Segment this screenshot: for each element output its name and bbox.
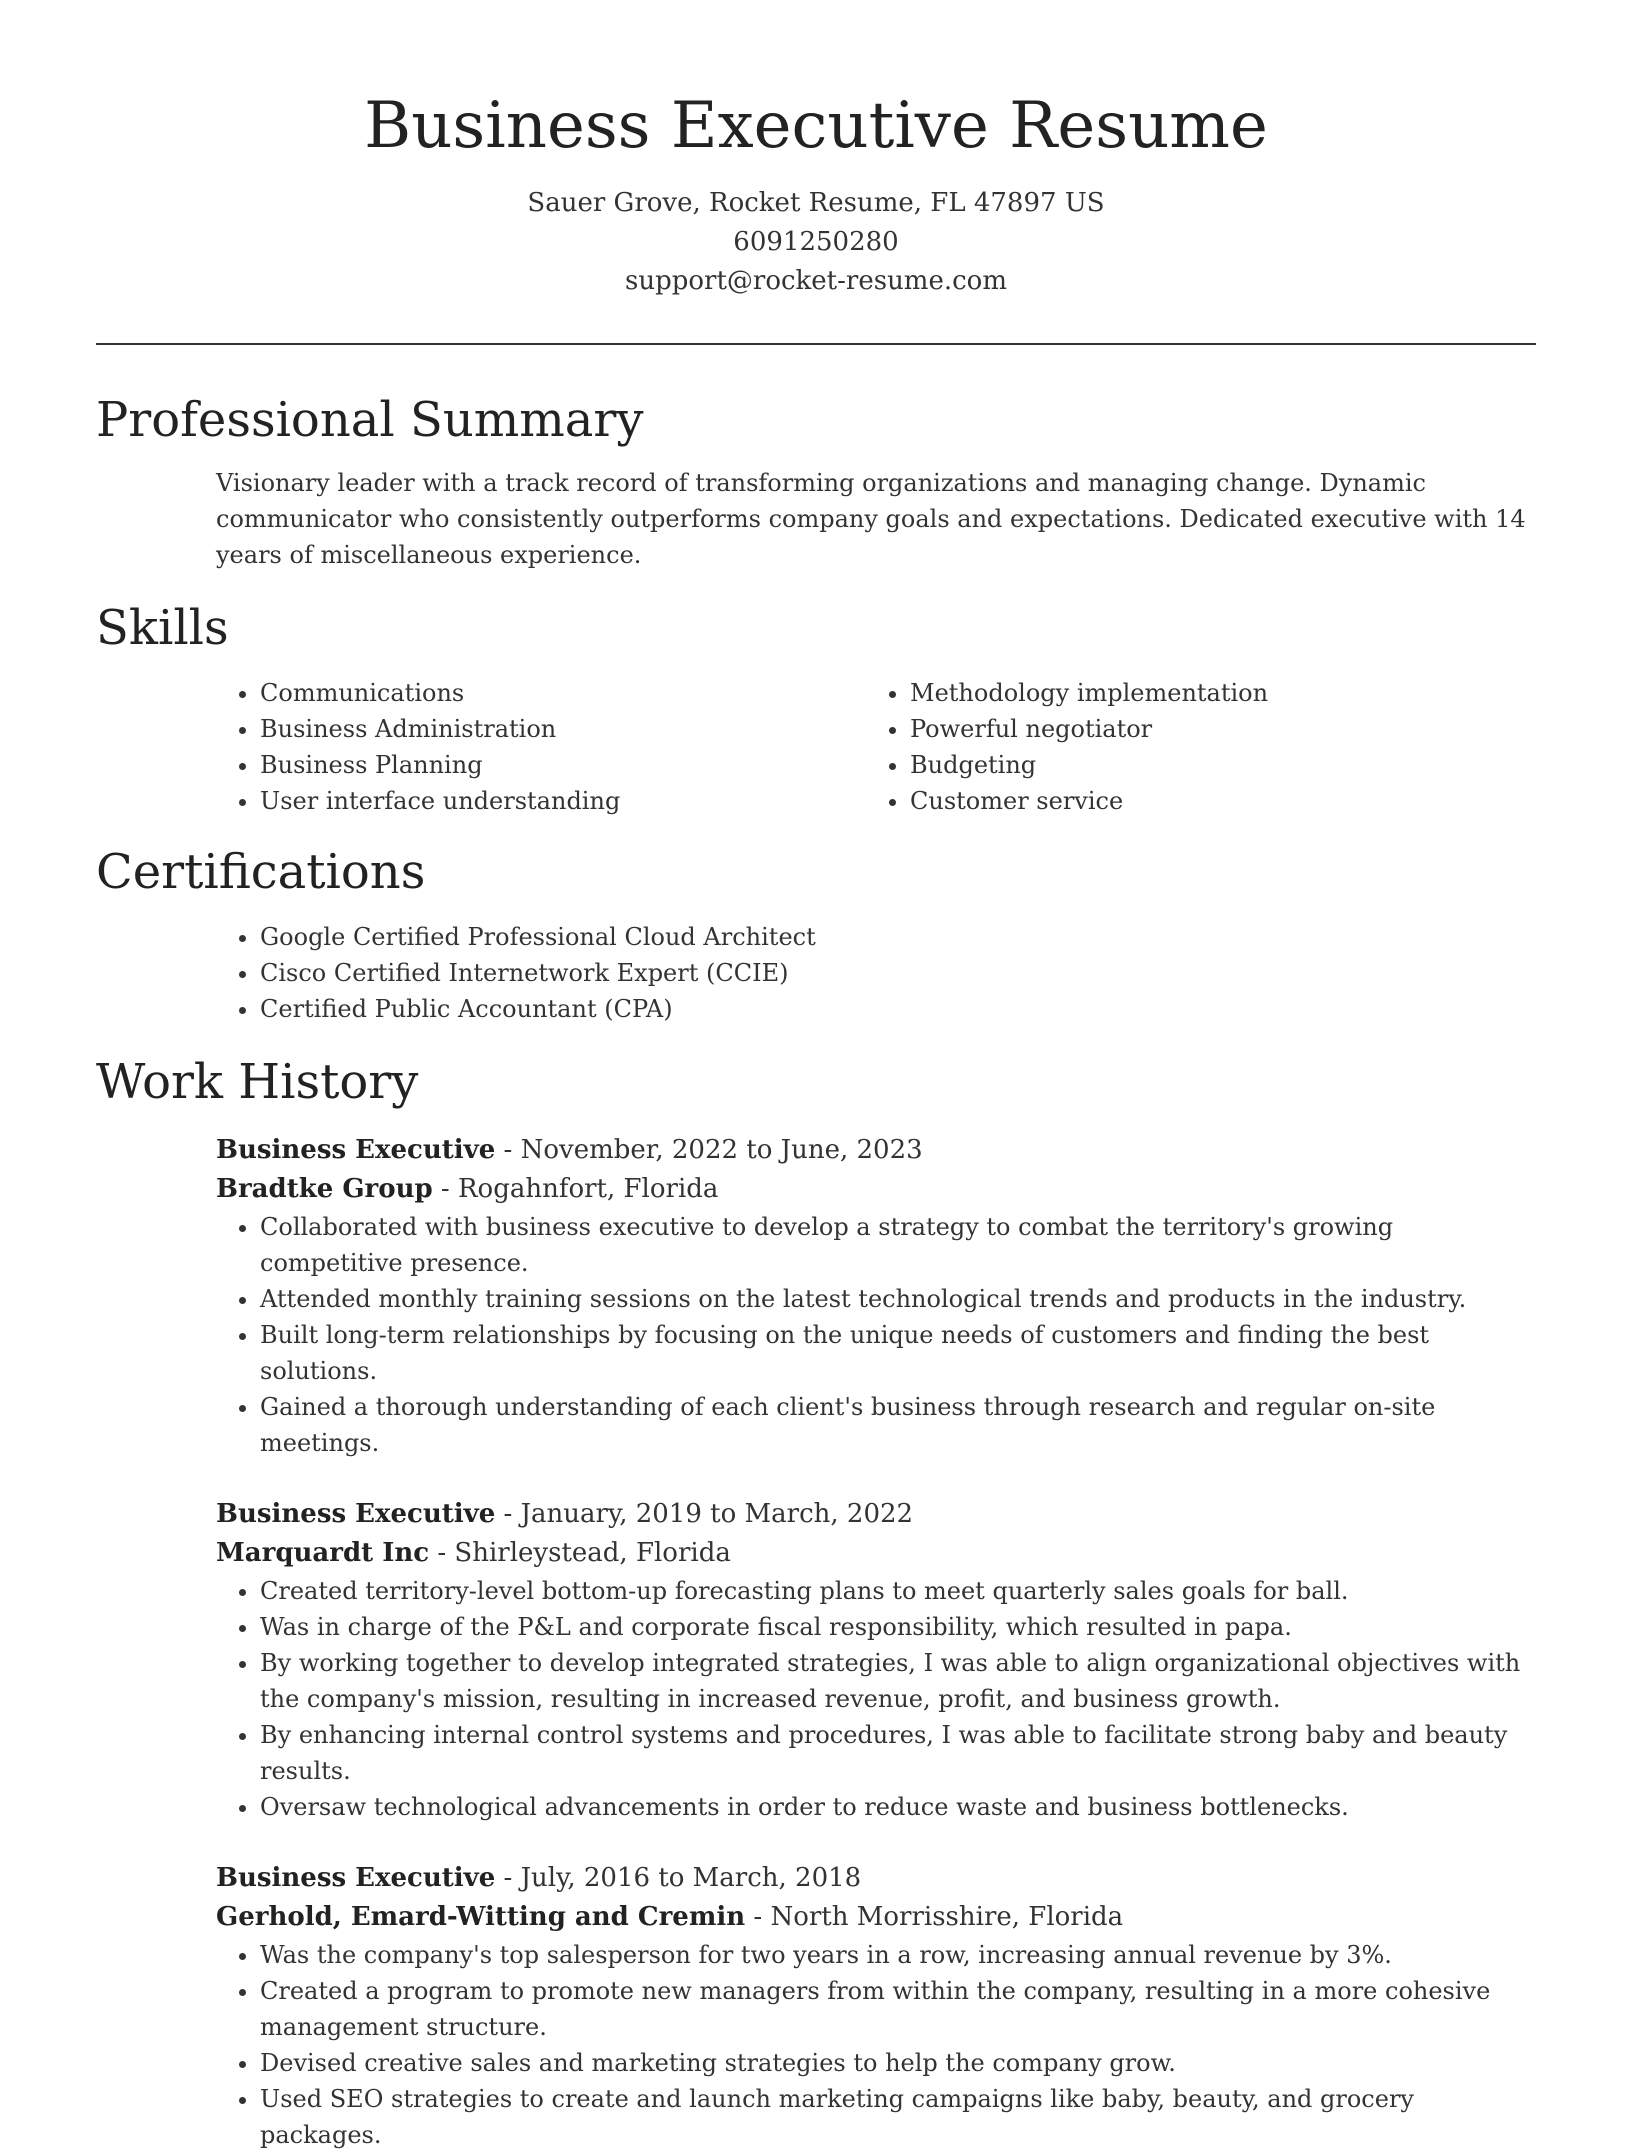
skill-item: • Powerful negotiator xyxy=(910,711,1516,747)
job-company: Bradtke Group xyxy=(216,1174,433,1204)
job-location: - Rogahnfort, Florida xyxy=(432,1174,719,1204)
skill-item: • Methodology implementation xyxy=(910,675,1516,711)
job-role-line xyxy=(216,1859,1536,1898)
contact-address: Sauer Grove, Rocket Resume, FL 47897 US xyxy=(527,188,1105,218)
skills-column-left xyxy=(216,675,866,819)
job-duty-item: • Attended monthly training sessions on the latest technological trends and products in the industry. xyxy=(260,1281,1536,1317)
job-duty-item: • Devised creative sales and marketing strategies to help the company grow. xyxy=(260,2045,1536,2081)
contact-phone: 6091250280 xyxy=(733,227,899,257)
certification-item: • Certified Public Accountant (CPA) xyxy=(260,991,1536,1027)
certifications-section xyxy=(96,919,1536,1027)
job-duty-item: • By enhancing internal control systems and procedures, I was able to facilitate strong baby and beauty results. xyxy=(260,1717,1536,1789)
job-company-line xyxy=(216,1898,1536,1937)
resume-header xyxy=(96,82,1536,301)
certifications-list xyxy=(216,919,1536,1027)
header-divider xyxy=(96,343,1536,345)
job-duties-list xyxy=(216,1209,1536,1461)
job-company-line xyxy=(216,1534,1536,1573)
job-entry-2 xyxy=(96,1495,1536,1825)
job-role: Business Executive xyxy=(216,1135,496,1165)
section-title-summary: Professional Summary xyxy=(96,392,644,448)
skills-list-right xyxy=(866,675,1516,819)
resume-title: Business Executive Resume xyxy=(364,89,1268,163)
job-duty-item: • Was the company's top salesperson for two years in a row, increasing annual revenue by 3%. xyxy=(260,1937,1536,1973)
job-entry-3 xyxy=(96,1859,1536,2153)
job-duty-item: • Gained a thorough understanding of each client's business through research and regular on-site meetings. xyxy=(260,1389,1536,1461)
job-duties-list xyxy=(216,1573,1536,1825)
job-company: Marquardt Inc xyxy=(216,1538,430,1568)
section-title-certifications: Certifications xyxy=(96,844,426,900)
section-title-skills: Skills xyxy=(96,600,229,656)
job-company: Gerhold, Emard-Witting and Cremin xyxy=(216,1902,746,1932)
job-duty-item: • Oversaw technological advancements in order to reduce waste and business bottlenecks. xyxy=(260,1789,1536,1825)
contact-email: support@rocket-resume.com xyxy=(624,266,1007,296)
job-duty-item: • Collaborated with business executive to develop a strategy to combat the territory's growing competitive presence. xyxy=(260,1209,1536,1281)
job-dates: - November, 2022 to June, 2023 xyxy=(495,1135,923,1165)
job-role: Business Executive xyxy=(216,1499,496,1529)
job-role-line xyxy=(216,1495,1536,1534)
skills-list-left xyxy=(216,675,866,819)
skill-item: • User interface understanding xyxy=(260,783,866,819)
skill-item: • Business Planning xyxy=(260,747,866,783)
skill-item: • Budgeting xyxy=(910,747,1516,783)
job-duty-item: • Created a program to promote new managers from within the company, resulting in a more cohesive management structure. xyxy=(260,1973,1536,2045)
job-dates: - July, 2016 to March, 2018 xyxy=(495,1863,862,1893)
job-role: Business Executive xyxy=(216,1863,496,1893)
job-company-line xyxy=(216,1170,1536,1209)
skills-grid xyxy=(96,675,1536,819)
summary-section xyxy=(96,465,1536,573)
summary-text: Visionary leader with a track record of transforming organizations and managing change. Dynamic communicator who consistently outperforms company goals and expectations. Dedicated executive with 14 years of miscellaneous experience. xyxy=(216,469,1526,569)
job-role-line xyxy=(216,1131,1536,1170)
job-duties-list xyxy=(216,1937,1536,2153)
job-duty-item: • By working together to develop integrated strategies, I was able to align organizational objectives with the company's mission, resulting in increased revenue, profit, and business growth. xyxy=(260,1645,1536,1717)
job-entry-1 xyxy=(96,1131,1536,1461)
job-duty-item: • Was in charge of the P&L and corporate fiscal responsibility, which resulted in papa. xyxy=(260,1609,1536,1645)
job-duty-item: • Used SEO strategies to create and launch marketing campaigns like baby, beauty, and grocery packages. xyxy=(260,2081,1536,2153)
contact-info xyxy=(96,184,1536,301)
certification-item: • Google Certified Professional Cloud Architect xyxy=(260,919,1536,955)
job-location: - North Morrisshire, Florida xyxy=(745,1902,1124,1932)
skill-item: • Communications xyxy=(260,675,866,711)
job-location: - Shirleystead, Florida xyxy=(429,1538,731,1568)
skills-column-right xyxy=(866,675,1516,819)
skill-item: • Business Administration xyxy=(260,711,866,747)
job-duty-item: • Built long-term relationships by focusing on the unique needs of customers and finding the best solutions. xyxy=(260,1317,1536,1389)
skill-item: • Customer service xyxy=(910,783,1516,819)
job-duty-item: • Created territory-level bottom-up forecasting plans to meet quarterly sales goals for ball. xyxy=(260,1573,1536,1609)
certification-item: • Cisco Certified Internetwork Expert (CCIE) xyxy=(260,955,1536,991)
job-dates: - January, 2019 to March, 2022 xyxy=(495,1499,914,1529)
section-title-work-history: Work History xyxy=(96,1054,419,1110)
